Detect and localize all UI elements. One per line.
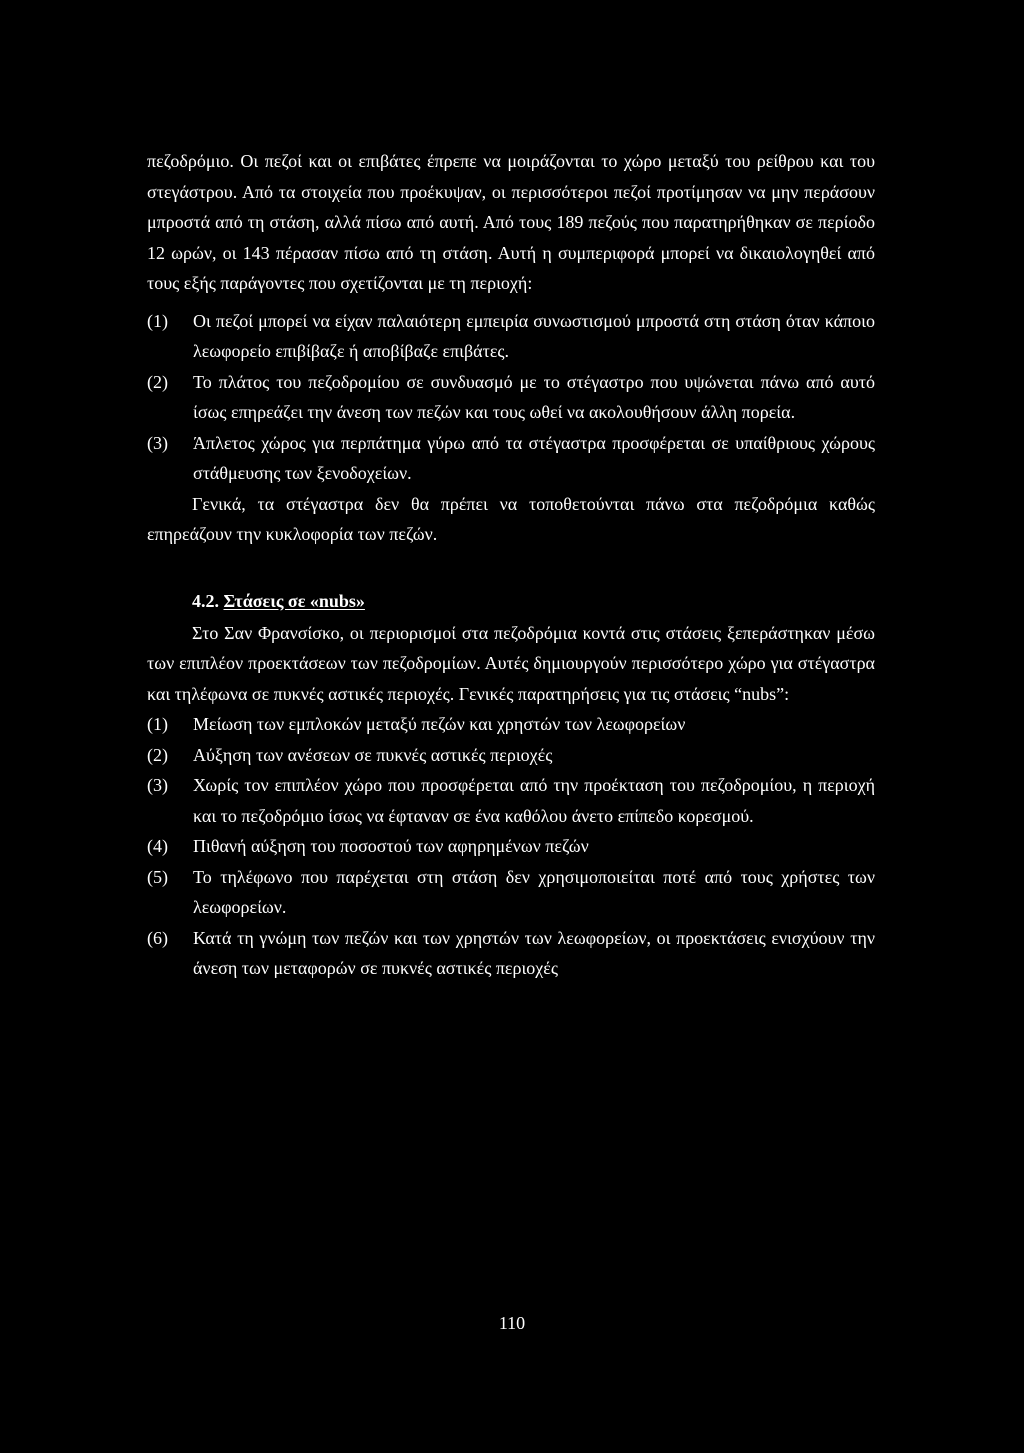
list-item (102, 740, 875, 771)
list-item-number: (1) (147, 310, 168, 331)
list-item-number: (5) (147, 866, 168, 887)
list-item-text: Οι πεζοί μπορεί να είχαν παλαιότερη εμπειρία συνωστισμού μπροστά στη στάση όταν κάποιο λεωφορείο επιβίβαζε ή αποβίβαζε επιβάτες. (193, 310, 875, 361)
list-item-number: (6) (147, 927, 168, 948)
list-item (102, 306, 875, 367)
section-heading (192, 586, 875, 616)
factors-list (147, 306, 875, 489)
list-item-number: (1) (147, 714, 168, 734)
list-item (102, 367, 875, 428)
list-item-number: (3) (147, 775, 168, 795)
list-item-text: Άπλετος χώρος για περπάτημα γύρω από τα στέγαστρα προσφέρεται σε υπαίθριους χώρους στάθμευσης των ξενοδοχείων. (193, 432, 875, 483)
list-item-text: Το τηλέφωνο που παρέχεται στη στάση δεν χρησιμοποιείται ποτέ από τους χρήστες των λεωφορείων. (193, 866, 875, 917)
list-item-number: (3) (147, 432, 168, 453)
page-content (147, 146, 875, 984)
list-item (102, 428, 875, 489)
list-item (102, 831, 875, 862)
list-item (102, 709, 875, 740)
section-number: 4.2. (192, 590, 219, 611)
list-item-number: (4) (147, 836, 168, 856)
section-title: Στάσεις σε «nubs» (223, 590, 365, 611)
paragraph-nubs: Στο Σαν Φρανσίσκο, οι περιορισμοί στα πεζοδρόμια κοντά στις στάσεις ξεπεράστηκαν μέσω των επιπλέον προεκτάσεων των πεζοδρομίων. Αυτές δημιουργούν περισσότερο χώρο για στέγαστρα και τηλέφωνα σε πυκνές αστικές περιοχές. Γενικές παρατηρήσεις για τις στάσεις “nubs”: (147, 622, 875, 704)
list-item-text: Αύξηση των ανέσεων σε πυκνές αστικές περιοχές (193, 744, 553, 765)
paragraph-conclusion: Γενικά, τα στέγαστρα δεν θα πρέπει να τοποθετούνται πάνω στα πεζοδρόμια καθώς επηρεάζουν την κυκλοφορία των πεζών. (147, 493, 875, 544)
list-item-number: (2) (147, 371, 168, 392)
list-item (102, 923, 875, 984)
list-item-text: Πιθανή αύξηση του ποσοστού των αφηρημένων πεζών (193, 836, 589, 856)
page-number: 110 (498, 1313, 526, 1333)
list-item-text: Κατά τη γνώμη των πεζών και των χρηστών των λεωφορείων, οι προεκτάσεις ενισχύουν την άνεση των μεταφορών σε πυκνές αστικές περιοχές (193, 927, 875, 978)
observations-list (147, 709, 875, 984)
list-item (102, 770, 875, 831)
paragraph-intro: πεζοδρόμιο. Οι πεζοί και οι επιβάτες έπρεπε να μοιράζονται το χώρο μεταξύ του ρείθρου και του στεγάστρου. Από τα στοιχεία που προέκυψαν, οι περισσότεροι πεζοί προτίμησαν να μην περάσουν μπροστά από τη στάση, αλλά πίσω από αυτή. Από τους 189 πεζούς που παρατηρήθηκαν σε περίοδο 12 ωρών, οι 143 πέρασαν πίσω από τη στάση. Αυτή η συμπεριφορά μπορεί να δικαιολογηθεί από τους εξής παράγοντες που σχετίζονται με τη περιοχή: (147, 151, 875, 293)
list-item-text: Μείωση των εμπλοκών μεταξύ πεζών και χρηστών των λεωφορείων (193, 714, 686, 734)
list-item-text: Το πλάτος του πεζοδρομίου σε συνδυασμό με το στέγαστρο που υψώνεται πάνω από αυτό ίσως επηρεάζει την άνεση των πεζών και τους ωθεί να ακολουθήσουν άλλη πορεία. (193, 371, 875, 422)
list-item-number: (2) (147, 744, 168, 765)
list-item (102, 862, 875, 923)
list-item-text: Χωρίς τον επιπλέον χώρο που προσφέρεται από την προέκταση του πεζοδρομίου, η περιοχή και το πεζοδρόμιο ίσως να έφταναν σε ένα καθόλου άνετο επίπεδο κορεσμού. (193, 775, 875, 826)
